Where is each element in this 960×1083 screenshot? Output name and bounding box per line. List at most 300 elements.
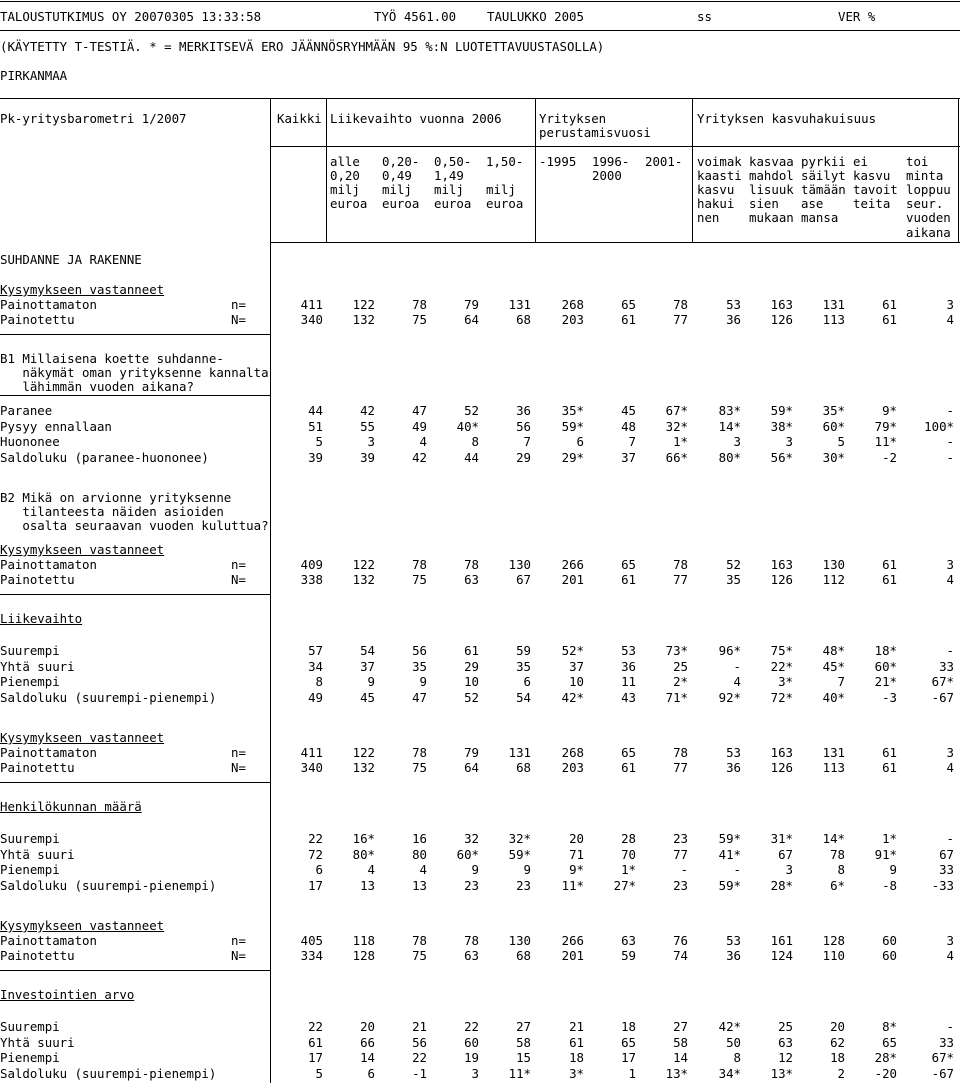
row-label: Painotettu xyxy=(0,312,75,327)
table-cell: 9* xyxy=(882,403,897,418)
table-cell: - xyxy=(946,831,954,846)
table-cell: 36 xyxy=(726,760,741,775)
table-cell: 78 xyxy=(673,297,688,312)
question-text: B2 Mikä on arvionne yrityksenne xyxy=(0,490,232,505)
table-cell: - xyxy=(946,403,954,418)
table-cell: 66 xyxy=(360,1034,375,1050)
table-cell: 58 xyxy=(673,1034,688,1050)
column-header-1-line-0: 0,20- xyxy=(382,154,420,169)
table-cell: 42* xyxy=(561,689,584,705)
table-cell: 22 xyxy=(308,831,323,846)
column-header-2-line-1: 1,49 xyxy=(434,168,464,184)
table-cell: 126 xyxy=(770,572,793,587)
column-header-11-line-5: aikana xyxy=(906,224,951,240)
table-cell: 29 xyxy=(516,449,531,465)
column-header-11-line-1: minta xyxy=(906,168,944,184)
table-cell: 36 xyxy=(726,948,741,963)
table-cell: 1* xyxy=(621,862,636,877)
column-header-0-line-3: euroa xyxy=(330,196,368,212)
table-cell: 16 xyxy=(412,831,427,846)
table-cell: 59* xyxy=(718,831,741,846)
table-cell: 14 xyxy=(673,1050,688,1065)
table-cell: 59* xyxy=(508,846,531,862)
table-cell: 30* xyxy=(822,449,845,465)
table-cell: 80 xyxy=(412,846,427,862)
table-cell: 163 xyxy=(770,557,793,572)
table-cell: 1* xyxy=(882,831,897,846)
table-cell: 52 xyxy=(464,689,479,705)
table-cell: 29* xyxy=(561,449,584,465)
table-cell: 59* xyxy=(770,403,793,418)
column-header-7-line-1: kaasti xyxy=(697,168,742,184)
table-cell: 83* xyxy=(718,403,741,418)
table-cell: 70 xyxy=(621,846,636,862)
table-cell: 18 xyxy=(569,1050,584,1065)
header-perustamis-1: Yrityksen xyxy=(539,111,607,126)
table-cell: 77 xyxy=(673,572,688,587)
subsection-title: Liikevaihto xyxy=(0,611,83,626)
table-cell: 61 xyxy=(882,745,897,760)
table-cell: 64 xyxy=(464,760,479,775)
column-header-11-line-2: loppuu xyxy=(906,182,951,198)
table-cell: -1 xyxy=(412,1065,427,1081)
column-header-8-line-3: sien xyxy=(749,196,779,212)
table-cell: 2* xyxy=(673,674,688,689)
column-header-2-line-0: 0,50- xyxy=(434,154,472,169)
row-mark: n= xyxy=(231,557,246,572)
column-header-8-line-0: kasvaa xyxy=(749,154,794,169)
table-cell: 13 xyxy=(412,877,427,893)
table-cell: 20 xyxy=(830,1019,845,1034)
header-kaikki: Kaikki xyxy=(277,111,322,126)
table-cell: 124 xyxy=(770,948,793,963)
table-cell: 23 xyxy=(464,877,479,893)
table-cell: 201 xyxy=(561,948,584,963)
table-cell: 17 xyxy=(308,1050,323,1065)
table-cell: 56 xyxy=(516,418,531,434)
table-cell: 60* xyxy=(456,846,479,862)
column-header-1-line-3: euroa xyxy=(382,196,420,212)
table-cell: 3 xyxy=(785,434,793,449)
header-perustamis-2: perustamisvuosi xyxy=(539,125,651,140)
table-cell: 75 xyxy=(412,572,427,587)
table-cell: 74 xyxy=(673,948,688,963)
table-cell: 1* xyxy=(673,434,688,449)
row-label: Pysyy ennallaan xyxy=(0,418,112,434)
table-cell: 32 xyxy=(464,831,479,846)
subsection-title: Investointien arvo xyxy=(0,987,135,1002)
table-cell: 3 xyxy=(946,297,954,312)
table-cell: 3 xyxy=(946,745,954,760)
header-liikevaihto: Liikevaihto vuonna 2006 xyxy=(330,111,502,126)
table-cell: 266 xyxy=(561,557,584,572)
table-cell: 76 xyxy=(673,933,688,948)
table-cell: 56* xyxy=(770,449,793,465)
table-cell: 268 xyxy=(561,745,584,760)
table-cell: 48 xyxy=(621,418,636,434)
table-cell: 48* xyxy=(822,643,845,658)
column-header-2-line-2: milj xyxy=(434,182,464,198)
table-cell: 37 xyxy=(621,449,636,465)
table-cell: 33 xyxy=(939,862,954,877)
table-cell: 4 xyxy=(419,862,427,877)
table-cell: 65 xyxy=(621,745,636,760)
table-cell: 39 xyxy=(308,449,323,465)
row-label: Painotettu xyxy=(0,572,75,587)
table-cell: 61 xyxy=(621,312,636,327)
table-cell: 122 xyxy=(352,297,375,312)
table-cell: 130 xyxy=(508,557,531,572)
table-cell: 3 xyxy=(946,933,954,948)
table-cell: 56 xyxy=(412,1034,427,1050)
table-cell: - xyxy=(946,643,954,658)
column-header-10-line-2: tavoit xyxy=(853,182,898,198)
column-header-7-line-2: kasvu xyxy=(697,182,735,198)
table-cell: 17 xyxy=(308,877,323,893)
row-label: Pienempi xyxy=(0,1050,60,1065)
respondents-label: Kysymykseen vastanneet xyxy=(0,542,165,557)
table-cell: 45 xyxy=(621,403,636,418)
table-cell: 72 xyxy=(308,846,323,862)
table-cell: 32* xyxy=(508,831,531,846)
table-cell: 28 xyxy=(621,831,636,846)
table-cell: 18* xyxy=(874,643,897,658)
table-cell: 13* xyxy=(665,1065,688,1081)
table-cell: 79 xyxy=(464,745,479,760)
table-cell: 4 xyxy=(946,948,954,963)
table-cell: 3 xyxy=(785,862,793,877)
table-cell: 6 xyxy=(523,674,531,689)
table-cell: 131 xyxy=(822,297,845,312)
table-cell: 7 xyxy=(523,434,531,449)
table-cell: 35 xyxy=(516,658,531,674)
column-header-7-line-0: voimak xyxy=(697,154,742,169)
table-cell: 45 xyxy=(360,689,375,705)
row-mark: N= xyxy=(231,760,246,775)
table-cell: 3 xyxy=(367,434,375,449)
column-header-9-line-3: ase xyxy=(801,196,824,212)
table-cell: 14* xyxy=(822,831,845,846)
table-cell: 17 xyxy=(621,1050,636,1065)
table-cell: 59* xyxy=(718,877,741,893)
row-label: Pienempi xyxy=(0,862,60,877)
table-cell: 77 xyxy=(673,846,688,862)
table-cell: 61 xyxy=(882,297,897,312)
table-cell: - xyxy=(946,434,954,449)
horizontal-rule xyxy=(270,242,960,243)
table-cell: 15 xyxy=(516,1050,531,1065)
vertical-rule xyxy=(692,98,693,242)
row-label: Suurempi xyxy=(0,643,60,658)
row-label: Saldoluku (suurempi-pienempi) xyxy=(0,877,217,893)
table-cell: 131 xyxy=(822,745,845,760)
table-cell: 9 xyxy=(889,862,897,877)
table-cell: 110 xyxy=(822,948,845,963)
table-cell: 61 xyxy=(621,572,636,587)
question-text: osalta seuraavan vuoden kuluttua? xyxy=(0,518,269,533)
table-cell: 163 xyxy=(770,297,793,312)
table-cell: 60 xyxy=(464,1034,479,1050)
table-cell: - xyxy=(680,862,688,877)
table-cell: 16* xyxy=(352,831,375,846)
table-cell: 53 xyxy=(726,297,741,312)
table-cell: 132 xyxy=(352,572,375,587)
table-cell: 35* xyxy=(822,403,845,418)
table-cell: 161 xyxy=(770,933,793,948)
table-cell: 122 xyxy=(352,557,375,572)
table-cell: 100* xyxy=(924,418,954,434)
table-cell: 21 xyxy=(569,1019,584,1034)
table-cell: 6 xyxy=(367,1065,375,1081)
table-cell: 113 xyxy=(822,312,845,327)
table-cell: 9 xyxy=(419,674,427,689)
table-cell: 63 xyxy=(621,933,636,948)
table-cell: 49 xyxy=(308,689,323,705)
table-cell: 4 xyxy=(733,674,741,689)
table-cell: 268 xyxy=(561,297,584,312)
table-cell: 411 xyxy=(300,745,323,760)
table-cell: 1 xyxy=(628,1065,636,1081)
table-cell: 67 xyxy=(516,572,531,587)
table-cell: 66* xyxy=(665,449,688,465)
table-cell: 18 xyxy=(621,1019,636,1034)
test-note: (KÄYTETTY T-TESTIÄ. * = MERKITSEVÄ ERO JÄÄNNÖSRYHMÄÄN 95 %:N LUOTETTAVUUSTASOLLA) xyxy=(0,39,605,54)
row-mark: n= xyxy=(231,297,246,312)
table-cell: 6 xyxy=(576,434,584,449)
table-cell: 3 xyxy=(733,434,741,449)
table-cell: 131 xyxy=(508,297,531,312)
table-cell: - xyxy=(733,658,741,674)
table-cell: 75 xyxy=(412,760,427,775)
table-cell: 50 xyxy=(726,1034,741,1050)
table-cell: 75 xyxy=(412,948,427,963)
table-cell: 128 xyxy=(822,933,845,948)
table-cell: 5 xyxy=(315,1065,323,1081)
survey-name: Pk-yritysbarometri 1/2007 xyxy=(0,111,187,126)
table-cell: 6 xyxy=(315,862,323,877)
table-cell: 7 xyxy=(628,434,636,449)
table-cell: 122 xyxy=(352,745,375,760)
table-cell: 34* xyxy=(718,1065,741,1081)
table-cell: 21 xyxy=(412,1019,427,1034)
question-text: tilanteesta näiden asioiden xyxy=(0,504,224,519)
table-cell: 405 xyxy=(300,933,323,948)
column-header-0-line-2: milj xyxy=(330,182,360,198)
table-cell: 78 xyxy=(673,557,688,572)
row-mark: N= xyxy=(231,312,246,327)
question-text: näkymät oman yrityksenne kannalta xyxy=(0,365,269,380)
table-cell: 12 xyxy=(778,1050,793,1065)
vertical-rule xyxy=(270,98,271,1083)
table-cell: -67 xyxy=(931,689,954,705)
table-cell: 56 xyxy=(412,643,427,658)
table-cell: 23 xyxy=(516,877,531,893)
table-cell: 42 xyxy=(412,449,427,465)
table-cell: 59* xyxy=(561,418,584,434)
table-cell: 63 xyxy=(778,1034,793,1050)
table-cell: 340 xyxy=(300,312,323,327)
question-text: lähimmän vuoden aikana? xyxy=(0,379,194,394)
table-cell: 112 xyxy=(822,572,845,587)
table-cell: 131 xyxy=(508,745,531,760)
table-cell: 91* xyxy=(874,846,897,862)
table-cell: 201 xyxy=(561,572,584,587)
column-header-3-line-0: 1,50- xyxy=(486,154,524,169)
column-header-10-line-1: kasvu xyxy=(853,168,891,184)
table-cell: 36 xyxy=(726,312,741,327)
row-mark: N= xyxy=(231,948,246,963)
section-title: SUHDANNE JA RAKENNE xyxy=(0,252,142,267)
table-cell: 35 xyxy=(412,658,427,674)
table-cell: 78 xyxy=(830,846,845,862)
column-header-8-line-2: lisuuk xyxy=(749,182,794,198)
row-label: Saldoluku (paranee-huononee) xyxy=(0,449,209,465)
table-cell: 5 xyxy=(315,434,323,449)
row-label: Saldoluku (suurempi-pienempi) xyxy=(0,1065,217,1081)
table-cell: -8 xyxy=(882,877,897,893)
table-cell: 65 xyxy=(882,1034,897,1050)
table-cell: 78 xyxy=(464,557,479,572)
column-header-11-line-4: vuoden xyxy=(906,210,951,226)
row-mark: N= xyxy=(231,572,246,587)
table-cell: 33 xyxy=(939,1034,954,1050)
row-label: Yhtä suuri xyxy=(0,658,75,674)
table-cell: 57 xyxy=(308,643,323,658)
table-cell: 18 xyxy=(830,1050,845,1065)
table-cell: 11* xyxy=(561,877,584,893)
row-label: Huononee xyxy=(0,434,60,449)
row-label: Yhtä suuri xyxy=(0,846,75,862)
table-cell: 65 xyxy=(621,297,636,312)
table-cell: 132 xyxy=(352,760,375,775)
table-cell: -2 xyxy=(882,449,897,465)
column-header-8-line-4: mukaan xyxy=(749,210,794,226)
column-header-0-line-0: alle xyxy=(330,154,360,169)
table-cell: 19 xyxy=(464,1050,479,1065)
column-header-2-line-3: euroa xyxy=(434,196,472,212)
vertical-rule xyxy=(958,98,959,242)
job-number: TYÖ 4561.00 xyxy=(374,9,457,24)
table-cell: 36 xyxy=(621,658,636,674)
table-cell: 53 xyxy=(726,933,741,948)
table-cell: 61 xyxy=(569,1034,584,1050)
table-cell: 78 xyxy=(673,745,688,760)
table-cell: 113 xyxy=(822,760,845,775)
row-label: Painottamaton xyxy=(0,297,97,312)
row-label: Yhtä suuri xyxy=(0,1034,75,1050)
table-cell: 4 xyxy=(946,760,954,775)
table-cell: 75* xyxy=(770,643,793,658)
table-cell: 47 xyxy=(412,403,427,418)
table-cell: 67 xyxy=(778,846,793,862)
table-cell: 21* xyxy=(874,674,897,689)
table-cell: 14* xyxy=(718,418,741,434)
table-cell: -67 xyxy=(931,1065,954,1081)
table-cell: 72* xyxy=(770,689,793,705)
table-cell: 63 xyxy=(464,572,479,587)
table-cell: 37 xyxy=(569,658,584,674)
vertical-rule xyxy=(535,98,536,242)
table-cell: 67* xyxy=(931,1050,954,1065)
subsection-title: Henkilökunnan määrä xyxy=(0,799,142,814)
table-cell: 132 xyxy=(352,312,375,327)
table-cell: 31* xyxy=(770,831,793,846)
table-cell: 118 xyxy=(352,933,375,948)
table-cell: 55 xyxy=(360,418,375,434)
column-header-3-line-2: milj xyxy=(486,182,516,198)
table-cell: 22 xyxy=(308,1019,323,1034)
column-header-7-line-4: nen xyxy=(697,210,720,226)
table-cell: 77 xyxy=(673,312,688,327)
table-cell: 65 xyxy=(621,1034,636,1050)
table-cell: 23 xyxy=(673,831,688,846)
table-cell: 67* xyxy=(665,403,688,418)
column-header-10-line-3: teita xyxy=(853,196,891,212)
column-header-9-line-1: säilyt xyxy=(801,168,846,184)
table-cell: 11* xyxy=(874,434,897,449)
table-cell: 59 xyxy=(621,948,636,963)
vertical-rule xyxy=(326,98,327,242)
row-label: Painottamaton xyxy=(0,557,97,572)
table-cell: 61 xyxy=(621,760,636,775)
column-header-6-line-0: 2001- xyxy=(645,154,683,169)
table-cell: -33 xyxy=(931,877,954,893)
table-cell: 92* xyxy=(718,689,741,705)
table-cell: 42 xyxy=(360,403,375,418)
block-rule xyxy=(0,334,270,335)
question-text: B1 Millaisena koette suhdanne- xyxy=(0,351,224,366)
table-cell: 334 xyxy=(300,948,323,963)
table-cell: 52 xyxy=(726,557,741,572)
row-label: Suurempi xyxy=(0,1019,60,1034)
table-cell: 42* xyxy=(718,1019,741,1034)
table-cell: 78 xyxy=(412,557,427,572)
table-cell: 38* xyxy=(770,418,793,434)
table-cell: 80* xyxy=(718,449,741,465)
table-cell: 4 xyxy=(419,434,427,449)
table-cell: 68 xyxy=(516,760,531,775)
block-rule xyxy=(0,782,270,783)
table-cell: 53 xyxy=(621,643,636,658)
table-cell: 59 xyxy=(516,643,531,658)
table-cell: -3 xyxy=(882,689,897,705)
block-rule xyxy=(0,594,270,595)
row-label: Suurempi xyxy=(0,831,60,846)
column-header-5-line-1: 2000 xyxy=(592,168,622,184)
table-cell: 44 xyxy=(308,403,323,418)
table-cell: 53 xyxy=(726,745,741,760)
table-cell: 77 xyxy=(673,760,688,775)
table-cell: 7 xyxy=(837,674,845,689)
table-cell: - xyxy=(946,449,954,465)
table-cell: 6* xyxy=(830,877,845,893)
table-cell: 40* xyxy=(822,689,845,705)
table-cell: 79 xyxy=(464,297,479,312)
table-cell: 11* xyxy=(508,1065,531,1081)
table-cell: 51 xyxy=(308,418,323,434)
table-cell: 78 xyxy=(412,745,427,760)
table-cell: 61 xyxy=(882,557,897,572)
respondents-label: Kysymykseen vastanneet xyxy=(0,918,165,933)
table-cell: 8 xyxy=(471,434,479,449)
table-cell: 5 xyxy=(837,434,845,449)
row-mark: n= xyxy=(231,745,246,760)
table-cell: 35* xyxy=(561,403,584,418)
table-cell: 68 xyxy=(516,948,531,963)
table-cell: 20 xyxy=(569,831,584,846)
column-header-1-line-2: milj xyxy=(382,182,412,198)
table-cell: 3* xyxy=(569,1065,584,1081)
